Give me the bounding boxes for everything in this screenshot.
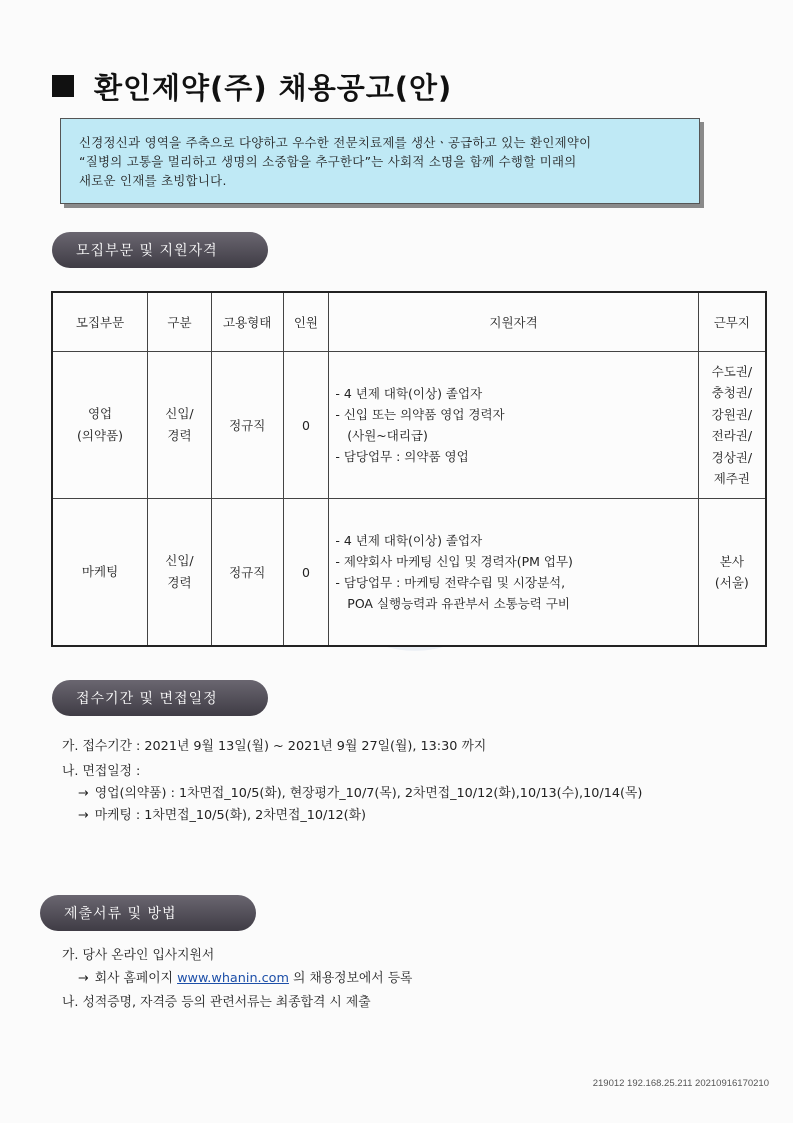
location-line: (서울) (714, 575, 749, 590)
section-header-schedule: 접수기간 및 면접일정 (52, 680, 268, 716)
location-line: 경상권/ (711, 449, 753, 465)
qualification-line: - 담당업무 : 마케팅 전략수립 및 시장분석, (335, 575, 566, 590)
dept-cell (52, 499, 148, 647)
type-line: 경력 (167, 575, 192, 590)
location-line: 전라권/ (711, 428, 753, 443)
employment-cell: 정규직 (211, 499, 283, 647)
interview-sales-text: 영업(의약품) : 1차면접_10/5(화), 현장평가_10/7(목), 2차면접_10/12(화),10/13(수),10/14(목) (94, 786, 643, 801)
intro-box (60, 118, 700, 204)
document-footer-id: 219012 192.168.25.211 20210916170210 (592, 1078, 769, 1089)
header-employment: 고용형태 (211, 292, 283, 352)
type-cell (148, 499, 212, 647)
qualification-line: POA 실행능력과 유관부서 소통능력 구비 (335, 596, 571, 611)
header-count: 인원 (283, 292, 329, 352)
location-line: 강원권/ (711, 406, 753, 422)
type-line: 신입/ (165, 406, 194, 421)
qualification-line: - 제약회사 마케팅 신입 및 경력자(PM 업무) (335, 554, 573, 569)
type-line: 경력 (167, 428, 192, 443)
dept-name: 영업 (87, 406, 113, 421)
dept-name: 마케팅 (81, 564, 119, 579)
location-line: 본사 (719, 553, 744, 569)
application-period: 가. 접수기간 : 2021년 9월 13일(월) ~ 2021년 9월 27일(월), 13:30 까지 (62, 739, 487, 754)
qualification-line: - 신입 또는 의약품 영업 경력자 (335, 407, 505, 422)
intro-line-1: 신경정신과 영역을 주축으로 다양하고 우수한 전문치료제를 생산ㆍ공급하고 있는 환인제약이 (79, 135, 592, 150)
qualification-line: (사원~대리급) (335, 428, 428, 443)
section-header-documents: 제출서류 및 방법 (40, 895, 256, 931)
location-line: 제주권 (713, 471, 750, 486)
table-header-row (52, 292, 766, 352)
location-line: 충청권/ (711, 385, 753, 400)
title-bullet-square (52, 75, 74, 97)
count-cell: 0 (283, 352, 329, 499)
arrow-right-icon: → (78, 808, 89, 823)
arrow-right-icon: → (78, 971, 89, 986)
homepage-suffix: 의 채용정보에서 등록 (293, 971, 413, 986)
header-qualifications: 지원자격 (329, 292, 698, 352)
intro-line-2: “질병의 고통을 멀리하고 생명의 소중함을 추구한다”는 사회적 소명을 함께 수행할 미래의 (79, 154, 577, 169)
section-header-recruit: 모집부문 및 지원자격 (52, 232, 268, 268)
header-dept: 모집부문 (52, 292, 148, 352)
page-title-text: 환인제약(주) 채용공고(안) (94, 70, 453, 105)
qualification-line: - 4 년제 대학(이상) 졸업자 (335, 533, 483, 548)
interview-sales (78, 784, 642, 804)
homepage-link[interactable]: www.whanin.com (177, 971, 289, 986)
employment-cell: 정규직 (211, 352, 283, 499)
header-type: 구분 (148, 292, 212, 352)
type-cell (148, 352, 212, 499)
dept-cell (52, 352, 148, 499)
qualifications-cell (329, 499, 698, 647)
table-row (52, 499, 766, 647)
page-title (52, 66, 452, 106)
document-item-2: 나. 성적증명, 자격증 등의 관련서류는 최종합격 시 제출 (62, 995, 371, 1010)
arrow-right-icon: → (78, 786, 89, 801)
dept-sub: (의약품) (77, 428, 124, 443)
interview-label: 나. 면접일정 : (62, 764, 141, 779)
interview-marketing-text: 마케팅 : 1차면접_10/5(화), 2차면접_10/12(화) (94, 808, 366, 823)
intro-line-3: 새로운 인재를 초빙합니다. (79, 173, 227, 188)
location-cell (698, 499, 766, 647)
header-location: 근무지 (698, 292, 766, 352)
qualification-line: - 4 년제 대학(이상) 졸업자 (335, 386, 483, 401)
document-item-1-detail (78, 969, 412, 989)
location-cell (698, 352, 766, 499)
recruit-table (51, 291, 767, 647)
document-item-1: 가. 당사 온라인 입사지원서 (62, 948, 215, 963)
count-cell: 0 (283, 499, 329, 647)
table-row (52, 352, 766, 499)
homepage-label: 회사 홈페이지 (94, 971, 173, 986)
qualification-line: - 담당업무 : 의약품 영업 (335, 449, 469, 464)
interview-marketing (78, 806, 366, 826)
type-line: 신입/ (165, 553, 194, 568)
qualifications-cell (329, 352, 698, 499)
location-line: 수도권/ (711, 363, 753, 379)
